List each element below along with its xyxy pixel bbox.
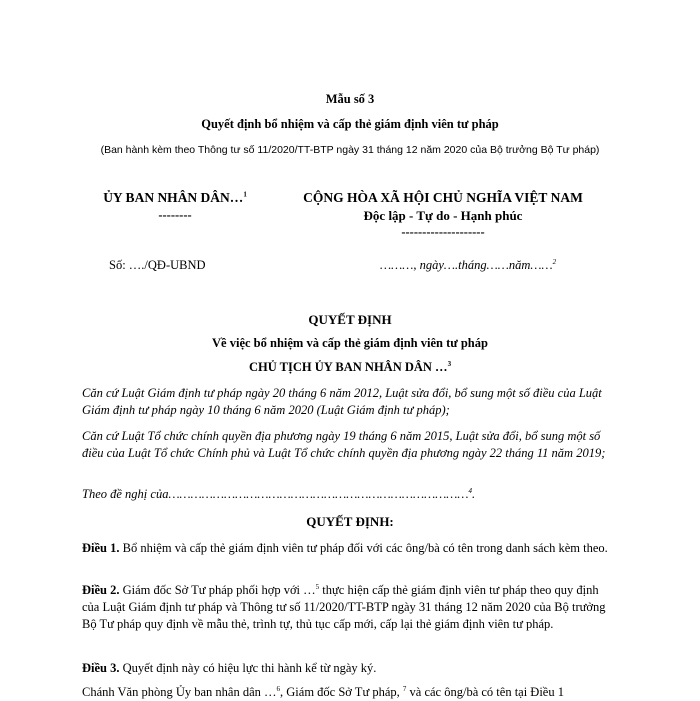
footnote-ref-3: 3	[447, 359, 452, 368]
decision-subject: Về việc bổ nhiệm và cấp thẻ giám định viên tư pháp	[212, 336, 488, 350]
decision-date-text: ………, ngày….tháng……năm……	[380, 258, 553, 272]
motto-divider: --------------------	[401, 225, 485, 239]
footnote-ref-5: 5	[315, 582, 320, 591]
footnote-ref-4: 4	[468, 486, 473, 495]
article-2-label: Điều 2.	[82, 583, 120, 597]
article-2	[82, 582, 618, 633]
nation-name: CỘNG HÒA XÃ HỘI CHỦ NGHĨA VIỆT NAM	[303, 190, 583, 205]
proposal-text: Theo đề nghị của………………………………………………………………………	[82, 487, 469, 501]
decides-heading: QUYẾT ĐỊNH:	[306, 514, 394, 529]
article-1	[82, 540, 618, 557]
article-3-text: Quyết định này có hiệu lực thi hành kể từ ngày ký.	[119, 661, 377, 675]
article-3	[82, 660, 618, 677]
decision-authority	[0, 360, 700, 375]
article-2-text-a: Giám đốc Sở Tư pháp phối hợp với …	[119, 583, 316, 597]
proposal-end: .	[472, 487, 476, 501]
legal-basis-2: Căn cứ Luật Tổ chức chính quyền địa phương ngày 19 tháng 6 năm 2015, Luật sửa đổi, bổ sung một số điều của Luật Tổ chức Chính phủ và Luật Tổ chức chính quyền địa phương ngày 22 tháng 11 năm 2019;	[82, 429, 606, 460]
article-2-text-b: thực hiện cấp thẻ giám định viên tư pháp theo quy định của Luật Giám định tư pháp và Thông tư số 11/2020/TT-BTP ngày 31 tháng 12 năm 2020 của Bộ trưởng Bộ Tư pháp quy định về mẫu thẻ, trình tự, thủ tục cấp mới, cấp lại thẻ giám định viên tư pháp.	[82, 583, 606, 631]
org-name-text: ỦY BAN NHÂN DÂN…	[103, 190, 244, 205]
decision-date	[380, 258, 556, 273]
nation-motto: Độc lập - Tự do - Hạnh phúc	[363, 208, 523, 223]
footnote-ref-1: 1	[243, 190, 247, 199]
form-title: Quyết định bổ nhiệm và cấp thẻ giám định viên tư pháp	[201, 117, 499, 131]
org-name	[92, 190, 258, 206]
decision-number: Số: …./QĐ-UBND	[109, 258, 206, 272]
article-3-label: Điều 3.	[82, 661, 120, 675]
footnote-ref-6: 6	[276, 684, 281, 693]
implementation-text-b: , Giám đốc Sở Tư pháp,	[280, 685, 403, 699]
implementation-text-c: và các ông/bà có tên tại Điều 1	[406, 685, 564, 699]
decision-authority-text: CHỦ TỊCH ỦY BAN NHÂN DÂN …	[248, 360, 448, 374]
article-1-text: Bổ nhiệm và cấp thẻ giám định viên tư pháp đối với các ông/bà có tên trong danh sách kèm theo.	[119, 541, 608, 555]
org-divider: --------	[158, 208, 192, 222]
article-1-label: Điều 1.	[82, 541, 120, 555]
footnote-ref-2: 2	[552, 257, 557, 266]
issued-note: (Ban hành kèm theo Thông tư số 11/2020/TT-BTP ngày 31 tháng 12 năm 2020 của Bộ trưởng Bộ Tư pháp)	[100, 144, 600, 156]
legal-basis-1: Căn cứ Luật Giám định tư pháp ngày 20 tháng 6 năm 2012, Luật sửa đổi, bổ sung một số điều của Luật Giám định tư pháp ngày 10 tháng 6 năm 2020 (Luật Giám định tư pháp);	[82, 386, 602, 417]
implementation-text-a: Chánh Văn phòng Ủy ban nhân dân …	[82, 685, 277, 699]
form-number: Mẫu số 3	[325, 92, 375, 106]
footnote-ref-7: 7	[402, 684, 407, 693]
proposal-line	[82, 486, 618, 503]
decision-title: QUYẾT ĐỊNH	[308, 312, 392, 327]
implementation-clause	[82, 684, 618, 701]
